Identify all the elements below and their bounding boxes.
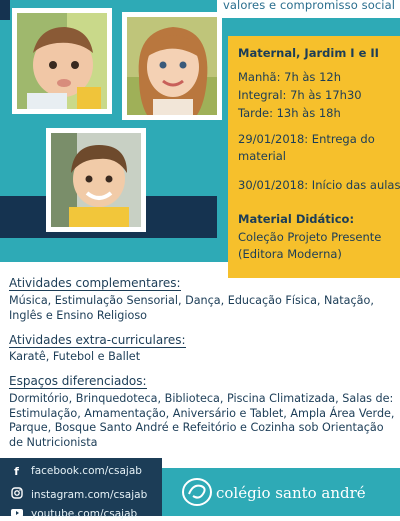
- material-line2: (Editora Moderna): [238, 247, 342, 261]
- child-photo-2: [122, 12, 222, 120]
- complementares-title-text: Atividades complementares: [9, 276, 177, 290]
- complementares-title: [9, 276, 181, 291]
- card-title: Maternal, Jardim I e II: [238, 46, 379, 60]
- extra-title-text: Atividades extra-curriculares: [9, 333, 182, 347]
- date-material-line1: 29/01/2018: Entrega do: [238, 132, 375, 146]
- extra-title: [9, 333, 186, 348]
- schedule-morning: Manhã: 7h às 12h: [238, 70, 342, 84]
- facebook-link[interactable]: [10, 465, 142, 478]
- espacos-body: Dormitório, Brinquedoteca, Biblioteca, Piscina Climatizada, Salas de: Estimulação, Amamentação, Aniversário e Tablet, Ampla Área Verde, Parque, Bosque Santo André e Refeitório e Cozinha sob Orientação de Nutricionista: [9, 392, 395, 449]
- youtube-icon: [10, 508, 23, 521]
- date-classes: 30/01/2018: Início das aulas: [238, 178, 400, 192]
- youtube-link[interactable]: [10, 508, 137, 521]
- material-line1: Coleção Projeto Presente: [238, 230, 382, 244]
- child-photo-3: [46, 128, 146, 232]
- complementares-body: Música, Estimulação Sensorial, Dança, Educação Física, Natação, Inglês e Ensino Religioso: [9, 294, 374, 322]
- complementares-colon: :: [176, 276, 181, 290]
- school-logo-icon: [181, 476, 213, 508]
- navy-corner: [0, 0, 10, 20]
- extra-colon: :: [181, 333, 186, 347]
- school-name: colégio santo andré: [216, 484, 366, 502]
- child-photo-1: [12, 8, 112, 114]
- extra-body: Karatê, Futebol e Ballet: [9, 350, 141, 363]
- espacos-title: [9, 374, 147, 389]
- instagram-text: instagram.com/csajab: [31, 489, 148, 501]
- schedule-integral: Integral: 7h às 17h30: [238, 88, 362, 102]
- facebook-text: facebook.com/csajab: [31, 465, 142, 477]
- espacos-colon: :: [142, 374, 147, 388]
- schedule-afternoon: Tarde: 13h às 18h: [238, 106, 341, 120]
- instagram-link[interactable]: [10, 487, 147, 501]
- tagline: valores e compromisso social: [222, 0, 396, 12]
- espacos-title-text: Espaços diferenciados: [9, 374, 143, 388]
- schedule-card: [228, 36, 400, 278]
- youtube-text: youtube.com/csajab: [31, 508, 138, 520]
- date-material-line2: material: [238, 149, 286, 163]
- instagram-icon: [10, 487, 23, 500]
- material-title: Material Didático:: [238, 212, 355, 226]
- facebook-icon: f: [14, 465, 19, 478]
